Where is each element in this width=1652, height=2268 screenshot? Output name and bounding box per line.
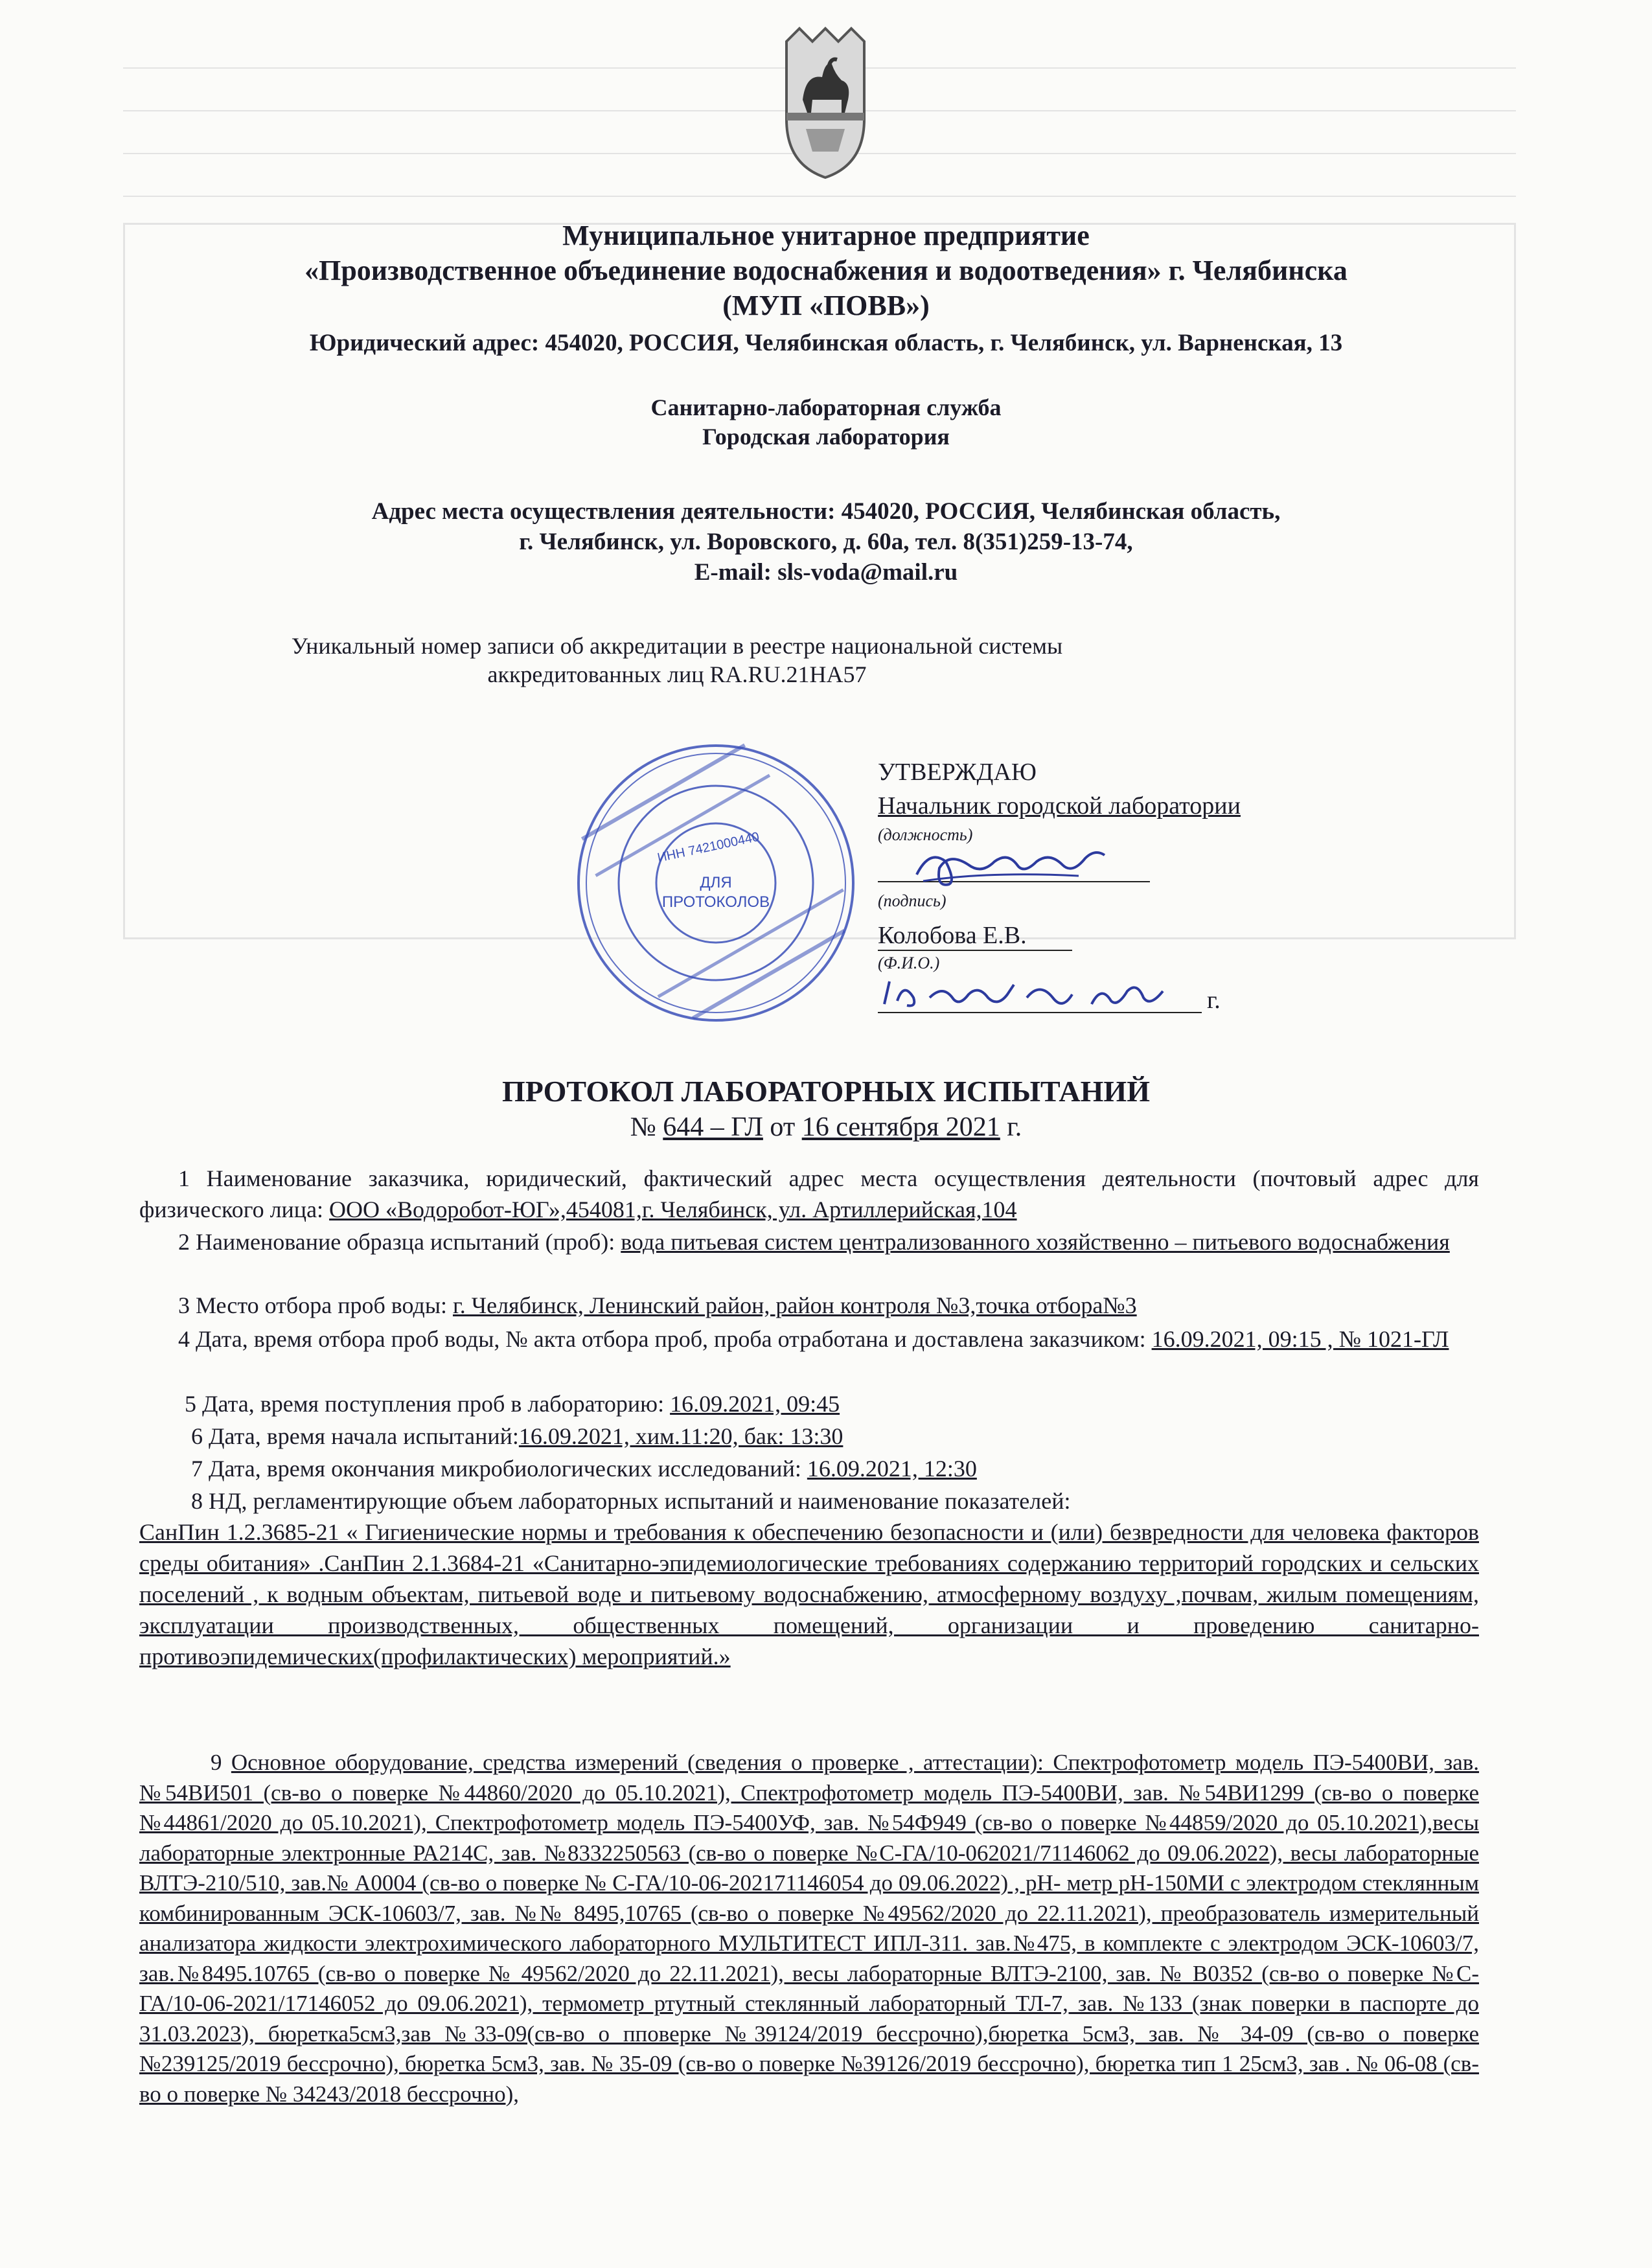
- activity-address-line2: г. Челябинск, ул. Воровского, д. 60а, тел. 8(351)259-13-74,: [519, 529, 1133, 555]
- signature-caption: (подпись): [878, 891, 946, 910]
- item-5-receipt-date: [139, 1388, 1479, 1419]
- stamp-inn: ИНН 7421000440: [656, 829, 761, 865]
- protocol-date: 16 сентября 2021: [801, 1112, 1000, 1142]
- service-name: Санитарно-лабораторная служба: [650, 395, 1002, 420]
- item-6-label: 6 Дата, время начала испытаний:: [191, 1423, 519, 1449]
- item-4-label: 4 Дата, время отбора проб воды, № акта отбора проб, проба отработана и доставлена заказчиком:: [178, 1326, 1146, 1352]
- item-9-number: 9: [211, 1750, 222, 1775]
- approver-position: Начальник городской лаборатории: [878, 792, 1241, 819]
- item-2-value: вода питьевая систем централизованного хозяйственно – питьевого водоснабжения: [621, 1229, 1450, 1255]
- protocol-title: ПРОТОКОЛ ЛАБОРАТОРНЫХ ИСПЫТАНИЙ: [501, 1075, 1150, 1108]
- accreditation-line1: Уникальный номер записи об аккредитации в реестре национальной системы: [291, 633, 1063, 659]
- position-caption: (должность): [878, 825, 973, 844]
- item-3-sampling-place: [139, 1290, 1479, 1321]
- item-7-value: 16.09.2021, 12:30: [807, 1456, 977, 1482]
- item-7-label: 7 Дата, время окончания микробиологических исследований:: [191, 1456, 801, 1482]
- number-label: №: [630, 1112, 656, 1142]
- item-5-value: 16.09.2021, 09:45: [670, 1391, 840, 1417]
- item-7-end-date: [139, 1453, 1479, 1484]
- handwritten-date: [878, 972, 1182, 1017]
- item-9-value: Основное оборудование, средства измерений (сведения о проверке , аттестации): Спектрофотометр модель ПЭ-5400ВИ, зав. №54ВИ501 (св-во о поверке №44860/2020 до 05.10.2021), Спектрофотометр модель ПЭ-5400ВИ, зав. №54ВИ1299 (св-во о поверке №44861/2020 до 05.10.2021), Спектрофотометр модель ПЭ-5400УФ, зав. №54Ф949 (св-во о поверке №44859/2020 до 05.10.2021),весы лабораторные электронные РА214С, зав. №8332250563 (св-во о поверке №С-ГА/10-062021/71146062 до 09.06.2022), весы лабораторные ВЛТЭ-210/510, зав.№ А0004 (св-во о поверке № С-ГА/10-06-202171146054 до 09.06.2022) , рН- метр рН-150МИ с электродом стеклянным комбинированным ЭСК-10603/7, зав. №№ 8495,10765 (св-во о поверке №49562/2020 до 22.11.2021), преобразователь измерительный анализатора жидкости электрохимического лабораторного МУЛЬТИТЕСТ ИПЛ-311. зав.№475, в комплекте с электродом ЭСК-10603/7, зав.№8495.10765 (св-во о поверке № 49562/2020 до 22.11.2021), весы лабораторные ВЛТЭ-2100, зав. № В0352 (св-во о поверке №С-ГА/10-06-2021/17146052 до 09.06.2021), термометр ртутный стеклянный лабораторный ТЛ-7, зав. №133 (знак поверки в паспорте до 31.03.2023), бюретка5см3,зав №33-09(св-во о пповерке №39124/2019 бессрочно),бюретка 5см3, зав. № 34-09 (св-во о поверке №239125/2019 бессрочно), бюретка 5см3, зав. № 35-09 (св-во о поверке №39126/2019 бессрочно), бюретка тип 1 25см3, зав . № 06-08 (св-во о поверке № 34243/2018 бессрочно),: [139, 1750, 1480, 2107]
- item-8-value: СанПин 1.2.3685-21 « Гигиенические нормы и требования к обеспечению безопасности и (или) безвредности для человека факторов среды обитания» .СанПин 2.1.3684-21 «Санитарно-эпидемиологические требованиях содержанию территорий городских и сельских поселений , к водным объектам, питьевой воде и питьевому водоснабжению, атмосферному воздуху ,почвам, жилым помещениям, эксплуатации производственных, общественных помещений, организации и проведению санитарно-противоэпидемических(профилактических) мероприятий.»: [139, 1519, 1479, 1669]
- item-4-sampling-date: [139, 1323, 1479, 1355]
- handwritten-signature: [910, 836, 1118, 894]
- stamp-center-line1: ДЛЯ: [700, 874, 732, 891]
- activity-address-line1: Адрес места осуществления деятельности: 454020, РОССИЯ, Челябинская область,: [371, 498, 1281, 525]
- item-1-customer: [139, 1163, 1479, 1225]
- item-2-sample: [139, 1226, 1479, 1257]
- item-1-label: 1 Наименование заказчика, юридический, фактический адрес места осуществления деятельности (почтовый адрес для физического лица:: [139, 1165, 1479, 1222]
- item-4-value: 16.09.2021, 09:15 , № 1021-ГЛ: [1151, 1326, 1449, 1352]
- item-2-label: 2 Наименование образца испытаний (проб):: [178, 1229, 615, 1255]
- protocol-number: [78, 1112, 1574, 1143]
- item-6-value: 16.09.2021, хим.11:20, бак: 13:30: [518, 1423, 843, 1449]
- name-caption: (Ф.И.О.): [878, 954, 940, 972]
- lab-stamp-seal: [570, 737, 862, 1029]
- protocol-year-suffix: г.: [1007, 1112, 1022, 1142]
- stamp-center-line2: ПРОТОКОЛОВ: [661, 893, 770, 911]
- year-suffix: г.: [1207, 987, 1221, 1014]
- org-short-name: (МУП «ПОВВ»): [722, 290, 930, 321]
- legal-address: Юридический адрес: 454020, РОССИЯ, Челябинская область, г. Челябинск, ул. Варненская, 13: [309, 330, 1343, 356]
- protocol-number-value: 644 – ГЛ: [663, 1112, 763, 1142]
- item-6-start-date: [139, 1421, 1479, 1452]
- item-5-label: 5 Дата, время поступления проб в лабораторию:: [185, 1391, 665, 1417]
- item-3-label: 3 Место отбора проб воды:: [178, 1292, 448, 1318]
- approver-name: Колобова Е.В.: [878, 922, 1027, 949]
- item-8-regulations: [139, 1485, 1479, 1672]
- org-name-line1: Муниципальное унитарное предприятие: [562, 220, 1090, 251]
- accreditation-line2: аккредитованных лиц RA.RU.21НА57: [487, 661, 867, 687]
- approve-heading: УТВЕРЖДАЮ: [878, 759, 1037, 786]
- lab-name: Городская лаборатория: [702, 424, 950, 450]
- org-name-line2: «Производственное объединение водоснабжения и водоотведения» г. Челябинска: [304, 255, 1348, 286]
- city-emblem-icon: [761, 22, 890, 184]
- activity-email: E-mail: sls-voda@mail.ru: [694, 559, 958, 586]
- item-9-equipment: [139, 1748, 1479, 2109]
- item-8-label: 8 НД, регламентирующие объем лабораторных испытаний и наименование показателей:: [191, 1488, 1071, 1514]
- item-1-value: ООО «Водоробот-ЮГ»,454081,г. Челябинск, ул. Артиллерийская,104: [329, 1197, 1017, 1222]
- name-underline: [878, 950, 1072, 951]
- item-3-value: г. Челябинск, Ленинский район, район контроля №3,точка отбора№3: [453, 1292, 1137, 1318]
- date-label: от: [770, 1112, 796, 1142]
